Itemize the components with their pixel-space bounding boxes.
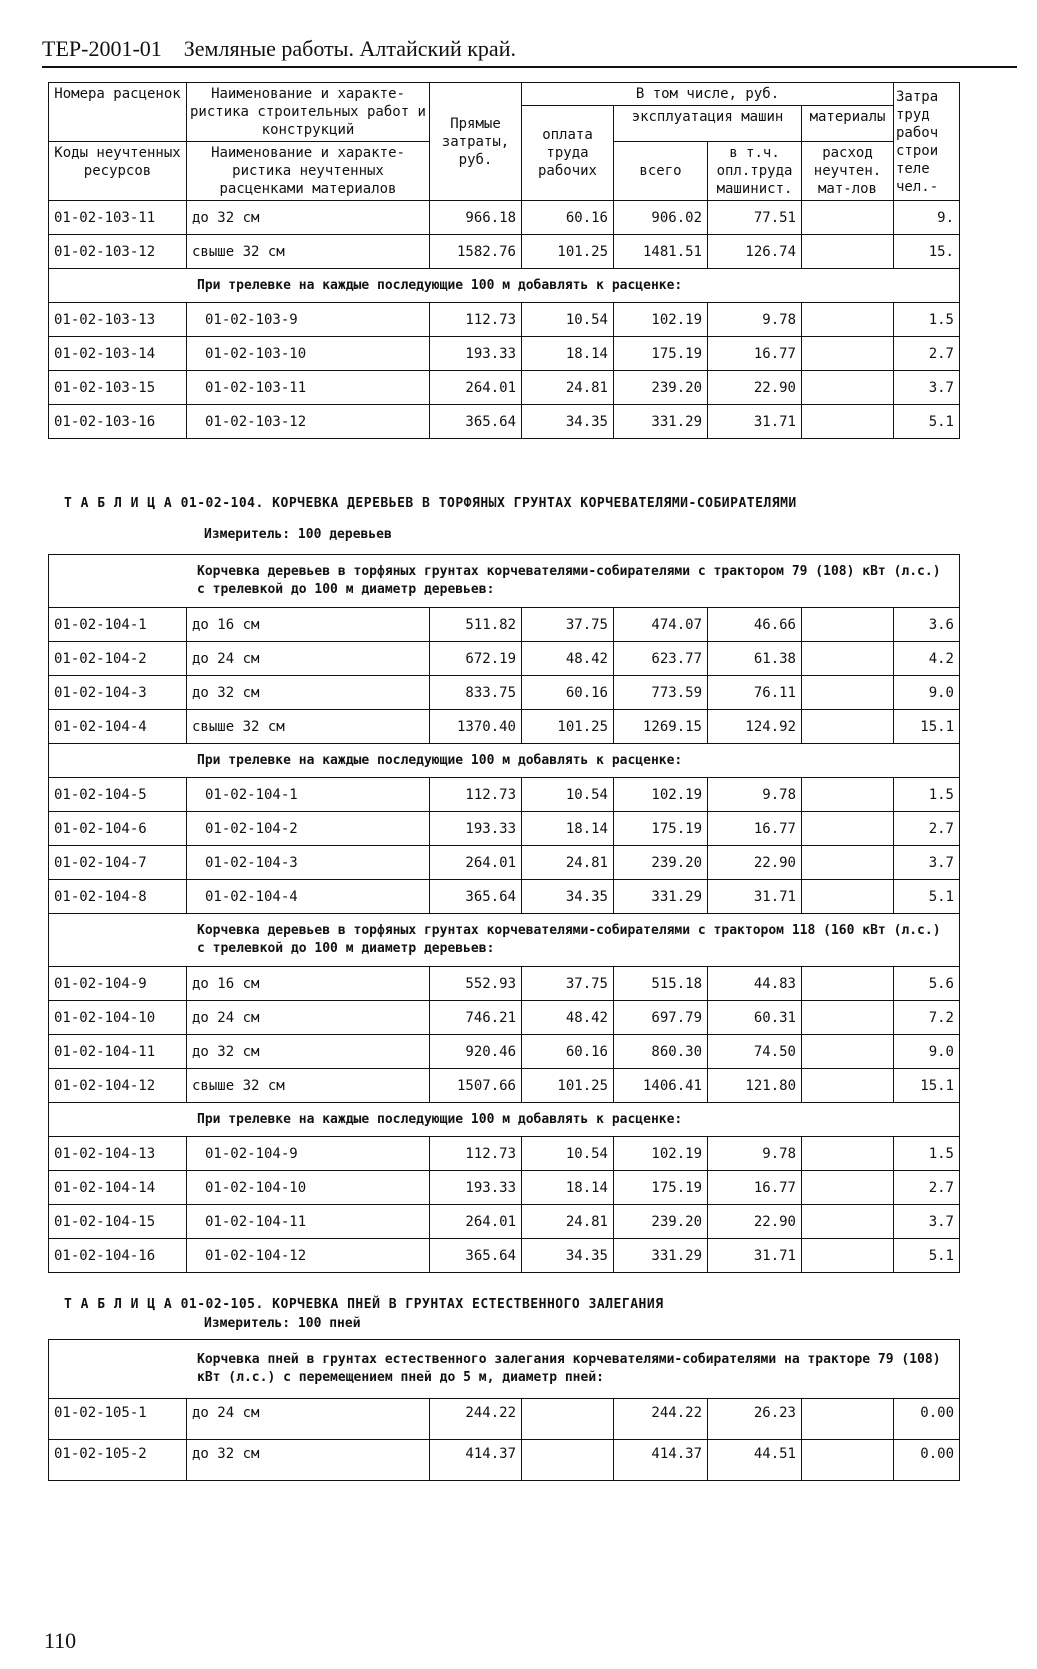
machines-total-cell: 239.20 [614,371,708,405]
direct-costs-cell: 264.01 [430,371,522,405]
material-use-cell [802,1069,894,1103]
table-row [49,1001,960,1035]
machines-total-cell: 860.30 [614,1035,708,1069]
material-use-cell [802,337,894,371]
labor-pay-cell: 24.81 [522,846,614,880]
table-row [49,337,960,371]
rate-code-cell: 01-02-104-16 [49,1239,187,1273]
table-row [49,846,960,880]
material-use-cell [802,880,894,914]
machinist-labor-cell: 124.92 [708,710,802,744]
machinist-labor-cell: 9.78 [708,303,802,337]
work-name-cell: до 32 см [187,201,430,235]
machinist-labor-cell: 60.31 [708,1001,802,1035]
labor-costs-cell: 9. [894,201,960,235]
direct-costs-cell: 193.33 [430,812,522,846]
labor-costs-cell: 4.2 [894,642,960,676]
rate-code-cell: 01-02-103-16 [49,405,187,439]
direct-costs-cell: 193.33 [430,337,522,371]
work-name-cell: 01-02-103-12 [187,405,430,439]
rates-table-104 [48,554,960,1273]
rate-code-cell: 01-02-104-14 [49,1171,187,1205]
labor-costs-cell: 1.5 [894,303,960,337]
machines-total-cell: 175.19 [614,337,708,371]
labor-costs-cell: 3.7 [894,846,960,880]
material-use-cell [802,371,894,405]
table-row [49,1440,960,1481]
table-104-measure: Измеритель: 100 деревьев [204,527,392,542]
table-row [49,371,960,405]
work-name-cell: 01-02-103-10 [187,337,430,371]
labor-costs-cell: 9.0 [894,1035,960,1069]
rate-code-cell: 01-02-103-15 [49,371,187,405]
table-row [49,676,960,710]
rate-code-cell: 01-02-104-6 [49,812,187,846]
labor-pay-cell: 10.54 [522,1137,614,1171]
direct-costs-cell: 264.01 [430,846,522,880]
page-number: 110 [44,1628,77,1653]
rates-table-105 [48,1339,960,1481]
table-105-intro: Корчевка пней в грунтах естественного залегания корчевателями-собирателями на тракторе 79 (108) кВт (л.с.) с перемещением пней до 5 м, диаметр пней: [49,1340,960,1399]
labor-pay-cell: 24.81 [522,1205,614,1239]
table-104-intro-118: Корчевка деревьев в торфяных грунтах корчевателями-собирателями с трактором 118 (160 кВт (л.с.) с трелевкой до 100 м диаметр деревьев: [49,914,960,967]
labor-costs-cell: 5.1 [894,880,960,914]
work-name-cell: 01-02-104-10 [187,1171,430,1205]
material-use-cell [802,676,894,710]
machinist-labor-cell: 26.23 [708,1399,802,1440]
work-name-cell: до 32 см [187,676,430,710]
labor-pay-cell [522,1399,614,1440]
labor-costs-cell: 2.7 [894,337,960,371]
work-name-cell: 01-02-104-9 [187,1137,430,1171]
direct-costs-cell: 365.64 [430,1239,522,1273]
col-direct-costs: Прямые затраты, руб. [430,83,522,201]
labor-costs-cell: 1.5 [894,1137,960,1171]
labor-costs-cell: 2.7 [894,1171,960,1205]
labor-pay-cell: 34.35 [522,1239,614,1273]
labor-costs-cell: 5.6 [894,967,960,1001]
machines-total-cell: 175.19 [614,1171,708,1205]
machinist-labor-cell: 74.50 [708,1035,802,1069]
work-name-cell: до 24 см [187,642,430,676]
rates-table-103 [48,82,960,439]
table-row [49,608,960,642]
material-use-cell [802,846,894,880]
machinist-labor-cell: 9.78 [708,778,802,812]
labor-costs-cell: 5.1 [894,405,960,439]
material-use-cell [802,608,894,642]
table-104-intro-79: Корчевка деревьев в торфяных грунтах корчевателями-собирателями с трактором 79 (108) кВт (л.с.) с трелевкой до 100 м диаметр деревьев: [49,555,960,608]
work-name-cell: 01-02-104-12 [187,1239,430,1273]
rate-code-cell: 01-02-103-12 [49,235,187,269]
labor-costs-cell: 1.5 [894,778,960,812]
table-row [49,1171,960,1205]
material-use-cell [802,812,894,846]
direct-costs-cell: 1582.76 [430,235,522,269]
skid-note: При трелевке на каждые последующие 100 м добавлять к расценке: [49,269,960,303]
machines-total-cell: 102.19 [614,303,708,337]
material-use-cell [802,642,894,676]
work-name-cell: 01-02-104-3 [187,846,430,880]
labor-pay-cell: 37.75 [522,967,614,1001]
machines-total-cell: 414.37 [614,1440,708,1481]
machines-total-cell: 623.77 [614,642,708,676]
work-name-cell: свыше 32 см [187,235,430,269]
work-name-cell: свыше 32 см [187,710,430,744]
direct-costs-cell: 746.21 [430,1001,522,1035]
machinist-labor-cell: 31.71 [708,405,802,439]
rate-code-cell: 01-02-104-10 [49,1001,187,1035]
machines-total-cell: 1406.41 [614,1069,708,1103]
col-work-name: Наименование и характе-ристика строительных работ и конструкций [187,83,430,142]
direct-costs-cell: 414.37 [430,1440,522,1481]
machinist-labor-cell: 44.51 [708,1440,802,1481]
direct-costs-cell: 112.73 [430,778,522,812]
table-row [49,1399,960,1440]
direct-costs-cell: 511.82 [430,608,522,642]
machinist-labor-cell: 22.90 [708,371,802,405]
direct-costs-cell: 264.01 [430,1205,522,1239]
labor-costs-cell: 3.7 [894,371,960,405]
material-use-cell [802,201,894,235]
machinist-labor-cell: 16.77 [708,1171,802,1205]
direct-costs-cell: 672.19 [430,642,522,676]
direct-costs-cell: 1370.40 [430,710,522,744]
rate-code-cell: 01-02-104-8 [49,880,187,914]
material-use-cell [802,1001,894,1035]
direct-costs-cell: 1507.66 [430,1069,522,1103]
table-row [49,1205,960,1239]
rate-code-cell: 01-02-104-7 [49,846,187,880]
machines-total-cell: 175.19 [614,812,708,846]
material-use-cell [802,1137,894,1171]
direct-costs-cell: 112.73 [430,303,522,337]
labor-pay-cell [522,1440,614,1481]
machinist-labor-cell: 22.90 [708,846,802,880]
rate-code-cell: 01-02-104-9 [49,967,187,1001]
material-use-cell [802,710,894,744]
material-use-cell [802,405,894,439]
rate-code-cell: 01-02-104-11 [49,1035,187,1069]
machines-total-cell: 1269.15 [614,710,708,744]
table-row [49,880,960,914]
labor-costs-cell: 5.1 [894,1239,960,1273]
work-name-cell: до 32 см [187,1035,430,1069]
direct-costs-cell: 193.33 [430,1171,522,1205]
col-material-use: расход неучтен. мат-лов [802,142,894,201]
direct-costs-cell: 244.22 [430,1399,522,1440]
labor-pay-cell: 60.16 [522,676,614,710]
labor-pay-cell: 18.14 [522,337,614,371]
table-104-title: Т А Б Л И Ц А 01-02-104. КОРЧЕВКА ДЕРЕВЬЕВ В ТОРФЯНЫХ ГРУНТАХ КОРЧЕВАТЕЛЯМИ-СОБИРАТЕЛЯМИ [64,496,797,511]
direct-costs-cell: 365.64 [430,405,522,439]
direct-costs-cell: 552.93 [430,967,522,1001]
machinist-labor-cell: 9.78 [708,1137,802,1171]
machines-total-cell: 102.19 [614,1137,708,1171]
machinist-labor-cell: 121.80 [708,1069,802,1103]
machinist-labor-cell: 46.66 [708,608,802,642]
table-row [49,967,960,1001]
table-row [49,642,960,676]
skid-note: При трелевке на каждые последующие 100 м добавлять к расценке: [49,1103,960,1137]
labor-pay-cell: 18.14 [522,812,614,846]
labor-pay-cell: 101.25 [522,235,614,269]
labor-pay-cell: 10.54 [522,778,614,812]
rate-code-cell: 01-02-103-11 [49,201,187,235]
table-row [49,1137,960,1171]
col-labor-costs: Затра труд рабоч строи теле чел.- [894,83,960,201]
table-row [49,235,960,269]
machines-total-cell: 244.22 [614,1399,708,1440]
machinist-labor-cell: 61.38 [708,642,802,676]
machinist-labor-cell: 44.83 [708,967,802,1001]
table-row [49,812,960,846]
labor-pay-cell: 60.16 [522,201,614,235]
page-header [42,36,1017,68]
labor-costs-cell: 3.6 [894,608,960,642]
labor-pay-cell: 24.81 [522,371,614,405]
machinist-labor-cell: 22.90 [708,1205,802,1239]
work-name-cell: 01-02-104-4 [187,880,430,914]
machinist-labor-cell: 31.71 [708,1239,802,1273]
material-use-cell [802,1399,894,1440]
material-use-cell [802,778,894,812]
work-name-cell: до 24 см [187,1399,430,1440]
work-name-cell: до 24 см [187,1001,430,1035]
work-name-cell: 01-02-104-1 [187,778,430,812]
material-use-cell [802,1171,894,1205]
material-use-cell [802,1035,894,1069]
labor-pay-cell: 101.25 [522,1069,614,1103]
table-row [49,1069,960,1103]
machinist-labor-cell: 77.51 [708,201,802,235]
material-use-cell [802,967,894,1001]
machines-total-cell: 515.18 [614,967,708,1001]
table-105-title: Т А Б Л И Ц А 01-02-105. КОРЧЕВКА ПНЕЙ В ГРУНТАХ ЕСТЕСТВЕННОГО ЗАЛЕГАНИЯ [64,1297,664,1312]
labor-pay-cell: 101.25 [522,710,614,744]
machines-total-cell: 906.02 [614,201,708,235]
rate-code-cell: 01-02-104-1 [49,608,187,642]
rate-code-cell: 01-02-104-5 [49,778,187,812]
material-use-cell [802,1440,894,1481]
machines-total-cell: 239.20 [614,846,708,880]
material-use-cell [802,303,894,337]
labor-pay-cell: 48.42 [522,1001,614,1035]
labor-pay-cell: 34.35 [522,880,614,914]
work-name-cell: до 16 см [187,967,430,1001]
col-machinist-labor: в т.ч. опл.труда машинист. [708,142,802,201]
table-row [49,201,960,235]
material-use-cell [802,235,894,269]
labor-costs-cell: 9.0 [894,676,960,710]
rate-code-cell: 01-02-104-15 [49,1205,187,1239]
labor-costs-cell: 2.7 [894,812,960,846]
machines-total-cell: 474.07 [614,608,708,642]
machines-total-cell: 331.29 [614,1239,708,1273]
col-labor-pay: оплата труда рабочих [522,106,614,201]
direct-costs-cell: 365.64 [430,880,522,914]
work-name-cell: до 16 см [187,608,430,642]
machinist-labor-cell: 126.74 [708,235,802,269]
col-machines-total: всего [614,142,708,201]
direct-costs-cell: 920.46 [430,1035,522,1069]
labor-pay-cell: 37.75 [522,608,614,642]
labor-costs-cell: 0.00 [894,1399,960,1440]
col-machine-operation: эксплуатация машин [614,106,802,142]
rate-code-cell: 01-02-104-2 [49,642,187,676]
labor-costs-cell: 15. [894,235,960,269]
rate-code-cell: 01-02-105-1 [49,1399,187,1440]
rate-code-cell: 01-02-104-4 [49,710,187,744]
table-row [49,303,960,337]
work-name-cell: свыше 32 см [187,1069,430,1103]
table-row [49,1035,960,1069]
machines-total-cell: 697.79 [614,1001,708,1035]
rate-code-cell: 01-02-103-13 [49,303,187,337]
col-unaccounted-names: Наименование и характе-ристика неучтенных расценками материалов [187,142,430,201]
machines-total-cell: 102.19 [614,778,708,812]
machines-total-cell: 1481.51 [614,235,708,269]
work-name-cell: 01-02-104-2 [187,812,430,846]
machinist-labor-cell: 76.11 [708,676,802,710]
direct-costs-cell: 112.73 [430,1137,522,1171]
table-row [49,710,960,744]
rate-code-cell: 01-02-104-12 [49,1069,187,1103]
col-rate-numbers: Номера расценок [49,83,187,142]
labor-costs-cell: 3.7 [894,1205,960,1239]
col-materials: материалы [802,106,894,142]
machines-total-cell: 331.29 [614,880,708,914]
labor-pay-cell: 60.16 [522,1035,614,1069]
work-name-cell: до 32 см [187,1440,430,1481]
machinist-labor-cell: 16.77 [708,812,802,846]
col-including: В том числе, руб. [522,83,894,106]
document-code: ТЕР-2001-01 [42,36,162,61]
machinist-labor-cell: 16.77 [708,337,802,371]
machines-total-cell: 331.29 [614,405,708,439]
labor-pay-cell: 48.42 [522,642,614,676]
table-105-measure: Измеритель: 100 пней [204,1316,361,1331]
rate-code-cell: 01-02-104-13 [49,1137,187,1171]
direct-costs-cell: 833.75 [430,676,522,710]
table-row [49,405,960,439]
machines-total-cell: 773.59 [614,676,708,710]
rate-code-cell: 01-02-104-3 [49,676,187,710]
rate-code-cell: 01-02-105-2 [49,1440,187,1481]
work-name-cell: 01-02-103-9 [187,303,430,337]
document-title: Земляные работы. Алтайский край. [183,36,516,61]
work-name-cell: 01-02-104-11 [187,1205,430,1239]
labor-costs-cell: 15.1 [894,1069,960,1103]
work-name-cell: 01-02-103-11 [187,371,430,405]
table-row [49,778,960,812]
direct-costs-cell: 966.18 [430,201,522,235]
labor-costs-cell: 0.00 [894,1440,960,1481]
labor-pay-cell: 34.35 [522,405,614,439]
skid-note: При трелевке на каждые последующие 100 м добавлять к расценке: [49,744,960,778]
material-use-cell [802,1205,894,1239]
col-resource-codes: Коды неучтенных ресурсов [49,142,187,201]
material-use-cell [802,1239,894,1273]
machinist-labor-cell: 31.71 [708,880,802,914]
table-row [49,1239,960,1273]
machines-total-cell: 239.20 [614,1205,708,1239]
labor-pay-cell: 10.54 [522,303,614,337]
rate-code-cell: 01-02-103-14 [49,337,187,371]
labor-costs-cell: 15.1 [894,710,960,744]
labor-pay-cell: 18.14 [522,1171,614,1205]
labor-costs-cell: 7.2 [894,1001,960,1035]
